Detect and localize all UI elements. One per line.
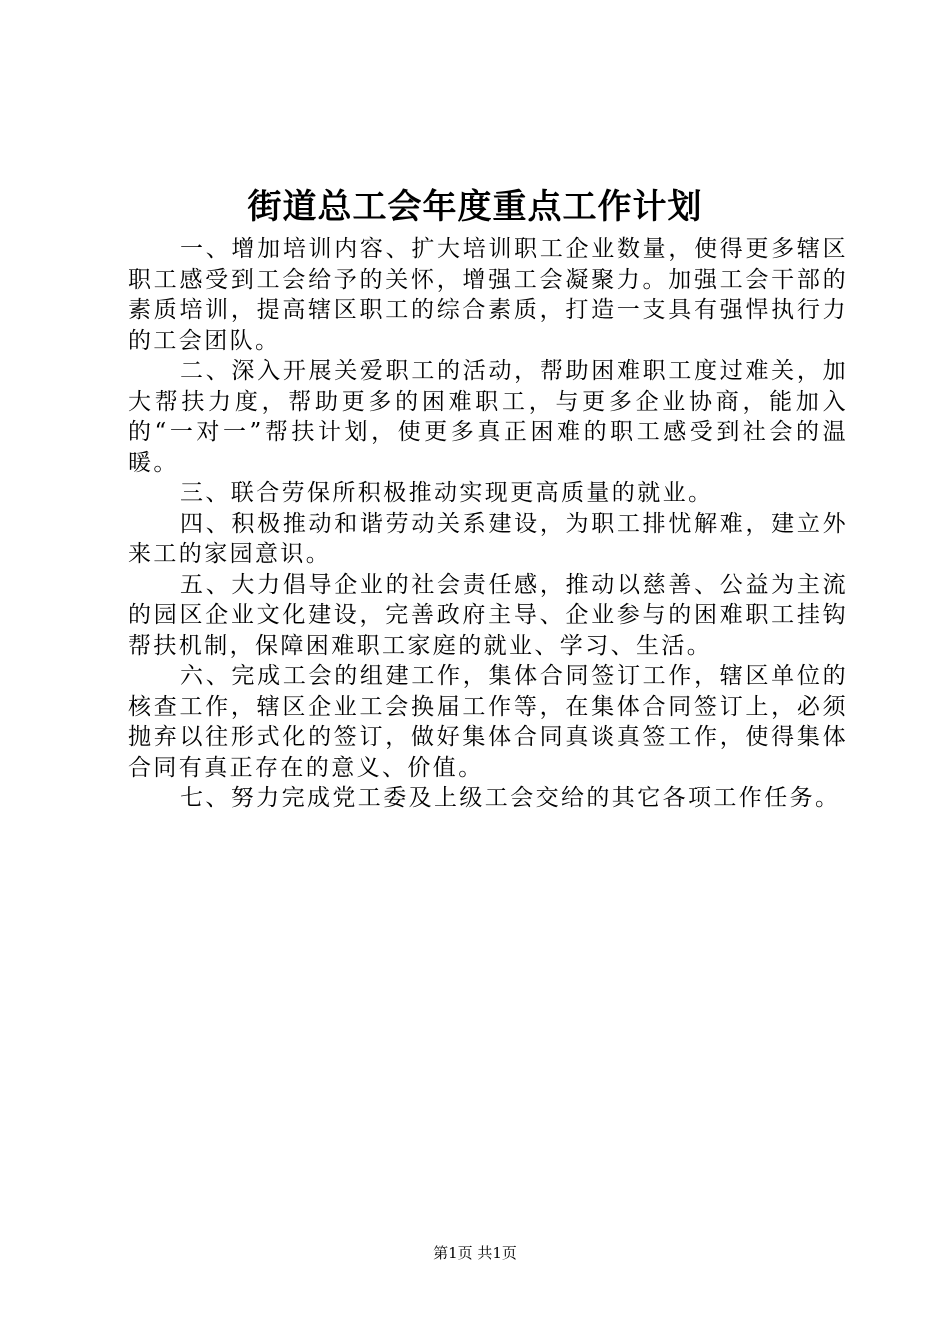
paragraph-3: 三、联合劳保所积极推动实现更高质量的就业。 xyxy=(180,480,714,506)
paragraph-2: 二、深入开展关爱职工的活动，帮助困难职工度过难关，加大帮扶力度，帮助更多的困难职工，与更多企业协商，能加入的“一对一”帮扶计划，使更多真正困难的职工感受到社会的温暖。 xyxy=(128,358,848,476)
paragraph-7: 七、努力完成党工委及上级工会交给的其它各项工作任务。 xyxy=(180,785,841,811)
document-body xyxy=(128,234,848,814)
page-footer: 第1页 共1页 xyxy=(433,1244,517,1262)
paragraph-4: 四、积极推动和谐劳动关系建设，为职工排忧解难，建立外来工的家园意识。 xyxy=(128,510,848,567)
paragraph-1: 一、增加培训内容、扩大培训职工企业数量，使得更多辖区职工感受到工会给予的关怀，增强工会凝聚力。加强工会干部的素质培训，提高辖区职工的综合素质，打造一支具有强悍执行力的工会团队。 xyxy=(128,236,848,354)
document-title: 街道总工会年度重点工作计划 xyxy=(247,187,703,227)
paragraph-6: 六、完成工会的组建工作，集体合同签订工作，辖区单位的核查工作，辖区企业工会换届工作等，在集体合同签订上，必须抛弃以往形式化的签订，做好集体合同真谈真签工作，使得集体合同有真正存在的意义、价值。 xyxy=(128,663,848,781)
paragraph-5: 五、大力倡导企业的社会责任感，推动以慈善、公益为主流的园区企业文化建设，完善政府主导、企业参与的困难职工挂钩帮扶机制，保障困难职工家庭的就业、学习、生活。 xyxy=(128,571,848,659)
